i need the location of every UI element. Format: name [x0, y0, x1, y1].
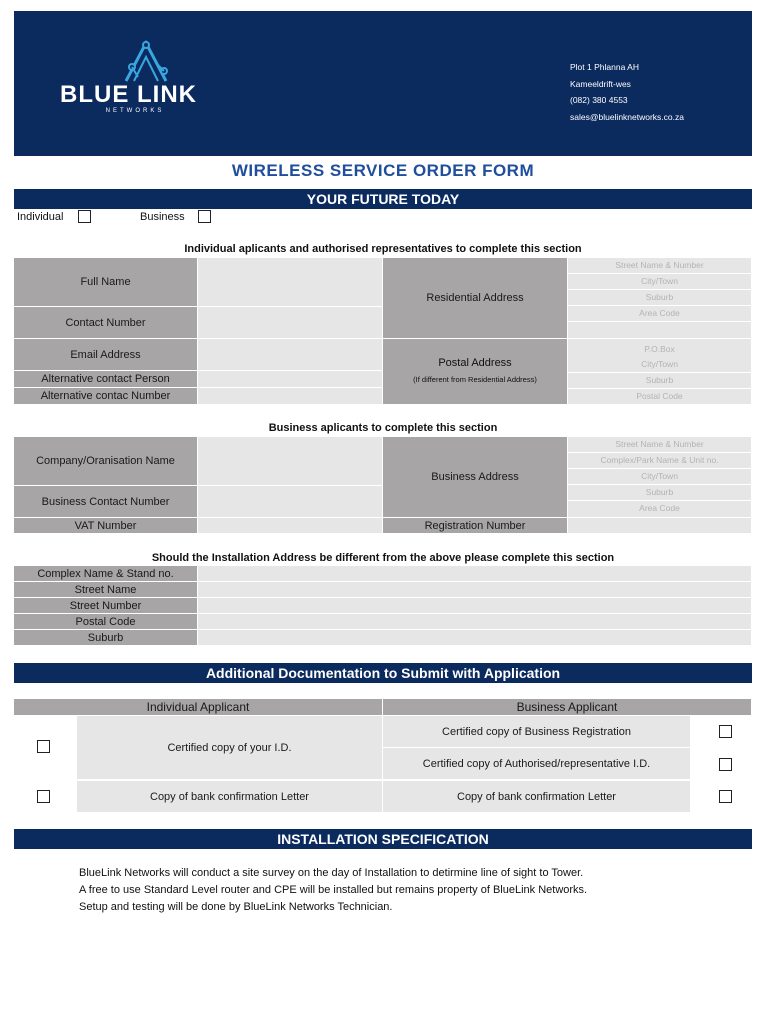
doc-id-item: Certified copy of your I.D. [77, 716, 382, 779]
business-applicant-header: Business Applicant [383, 699, 751, 715]
alt-contact-number-label: Alternative contac Number [14, 388, 197, 404]
installation-spec-text [79, 865, 739, 916]
install-street-name-label: Street Name [14, 582, 197, 597]
doc-bank-bus-checkbox[interactable] [719, 790, 732, 803]
business-area-code-field[interactable]: Area Code [568, 501, 751, 517]
alt-contact-person-field[interactable] [198, 371, 382, 387]
doc-id-checkbox[interactable] [37, 740, 50, 753]
install-suburb-field[interactable] [198, 630, 751, 645]
contact-email[interactable]: sales@bluelinknetworks.co.za [570, 111, 684, 122]
postal-suburb-field[interactable]: Suburb [568, 373, 751, 388]
company-name-field[interactable] [198, 437, 382, 485]
install-street-number-label: Street Number [14, 598, 197, 613]
tagline-bar: YOUR FUTURE TODAY [14, 189, 752, 209]
doc-auth-id-checkbox[interactable] [719, 758, 732, 771]
doc-registration-checkbox[interactable] [719, 725, 732, 738]
residential-suburb-field[interactable]: Suburb [568, 290, 751, 305]
business-address-label: Business Address [383, 437, 567, 517]
business-contact-number-field[interactable] [198, 486, 382, 517]
brand-subtitle: NETWORKS [105, 108, 165, 114]
postal-city-field[interactable]: City/Town [568, 357, 751, 372]
doc-auth-id-item: Certified copy of Authorised/representative I.D. [383, 748, 690, 779]
full-name-label: Full Name [14, 258, 197, 306]
business-city-field[interactable]: City/Town [568, 469, 751, 484]
business-contact-number-label: Business Contact Number [14, 486, 197, 517]
doc-bank-bus-item: Copy of bank confirmation Letter [383, 781, 690, 812]
business-checkbox[interactable] [198, 210, 211, 223]
installation-spec-bar: INSTALLATION SPECIFICATION [14, 829, 752, 849]
vat-number-label: VAT Number [14, 518, 197, 533]
install-postal-code-label: Postal Code [14, 614, 197, 629]
vat-number-field[interactable] [198, 518, 382, 533]
full-name-field[interactable] [198, 258, 382, 306]
email-field[interactable] [198, 339, 382, 370]
contact-address-line2: Kameeldrift-wes [570, 78, 631, 89]
install-complex-field[interactable] [198, 566, 751, 581]
individual-section-heading: Individual aplicants and authorised representatives to complete this section [184, 243, 582, 255]
postal-address-label-block [383, 339, 567, 404]
postal-box-field[interactable]: P.O.Box [568, 339, 751, 359]
contact-number-field[interactable] [198, 307, 382, 338]
business-section-heading: Business aplicants to complete this section [268, 422, 498, 434]
header-banner [14, 11, 752, 156]
residential-extra-field[interactable] [568, 322, 751, 338]
install-complex-label: Complex Name & Stand no. [14, 566, 197, 581]
email-label: Email Address [14, 339, 197, 370]
individual-applicant-header: Individual Applicant [14, 699, 382, 715]
alt-contact-person-label: Alternative contact Person [14, 371, 197, 387]
applicant-business-label: Business [140, 211, 185, 223]
postal-address-label: Postal Address [438, 357, 512, 369]
install-street-number-field[interactable] [198, 598, 751, 613]
individual-checkbox[interactable] [78, 210, 91, 223]
spec-line-2: A free to use Standard Level router and CPE will be installed but remains property of BlueLink Networks. [79, 884, 588, 896]
applicant-individual-label: Individual [17, 211, 64, 223]
postal-address-note: (If different from Residential Address) [413, 375, 537, 384]
alt-contact-number-field[interactable] [198, 388, 382, 404]
bluelink-logo-icon [118, 37, 178, 85]
install-street-name-field[interactable] [198, 582, 751, 597]
documents-heading-bar: Additional Documentation to Submit with Application [14, 663, 752, 683]
contact-block [570, 59, 750, 125]
doc-bank-ind-checkbox[interactable] [37, 790, 50, 803]
business-suburb-field[interactable]: Suburb [568, 485, 751, 500]
doc-bank-ind-item: Copy of bank confirmation Letter [77, 781, 382, 812]
doc-registration-item: Certified copy of Business Registration [383, 716, 690, 747]
registration-number-field[interactable] [568, 518, 751, 533]
residential-city-field[interactable]: City/Town [568, 274, 751, 289]
company-name-label: Company/Oranisation Name [14, 437, 197, 485]
brand-name: BLUE LINK [60, 81, 197, 108]
install-suburb-label: Suburb [14, 630, 197, 645]
spec-line-3: Setup and testing will be done by BlueLink Networks Technician. [79, 901, 393, 913]
contact-address-line1: Plot 1 Phlanna AH [570, 62, 639, 72]
residential-street-field[interactable]: Street Name & Number [568, 258, 751, 273]
spec-line-1: BlueLink Networks will conduct a site survey on the day of Installation to detirmine line of sight to Tower. [79, 867, 584, 879]
residential-area-code-field[interactable]: Area Code [568, 306, 751, 321]
postal-code-field[interactable]: Postal Code [568, 389, 751, 404]
business-complex-field[interactable]: Complex/Park Name & Unit no. [568, 453, 751, 468]
contact-phone: (082) 380 4553 [570, 95, 628, 105]
installation-address-heading: Should the Installation Address be different from the above please complete this section [151, 552, 615, 564]
form-title: WIRELESS SERVICE ORDER FORM [231, 161, 535, 180]
install-postal-code-field[interactable] [198, 614, 751, 629]
registration-number-label: Registration Number [383, 518, 567, 533]
residential-address-label: Residential Address [383, 258, 567, 338]
business-street-field[interactable]: Street Name & Number [568, 437, 751, 452]
contact-number-label: Contact Number [14, 307, 197, 338]
